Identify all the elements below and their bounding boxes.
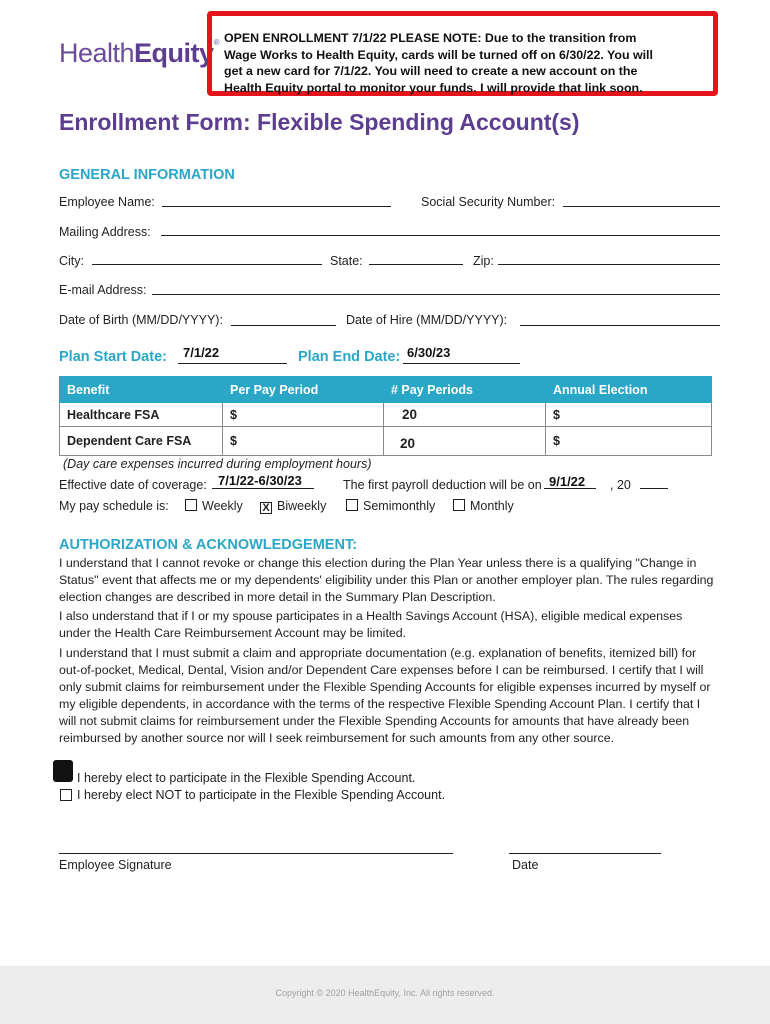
- checkbox[interactable]: [346, 499, 358, 511]
- zip-label: Zip:: [473, 254, 494, 268]
- email-label: E-mail Address:: [59, 283, 147, 297]
- email-field[interactable]: [152, 294, 720, 295]
- dob-label: Date of Birth (MM/DD/YYYY):: [59, 313, 223, 327]
- payroll-deduction-label: The first payroll deduction will be on: [343, 478, 542, 492]
- payroll-deduction-value: 9/1/22: [549, 474, 586, 489]
- ssn-field[interactable]: [563, 206, 720, 207]
- general-info-heading: GENERAL INFORMATION: [59, 167, 235, 183]
- plan-end-label: Plan End Date:: [298, 349, 401, 365]
- mailing-address-field[interactable]: [161, 235, 720, 236]
- ssn-label: Social Security Number:: [421, 195, 556, 209]
- option-label: Semimonthly: [363, 499, 436, 513]
- annual-election-cell[interactable]: $: [546, 403, 712, 427]
- notice-line: Wage Works to Health Equity, cards will be turned off on 6/30/22. You will: [224, 47, 653, 62]
- authorization-heading: AUTHORIZATION & ACKNOWLEDGEMENT:: [59, 537, 358, 553]
- checkbox[interactable]: [185, 499, 197, 511]
- elect-yes-label: I hereby elect to participate in the Flexible Spending Account.: [77, 771, 416, 785]
- state-label: State:: [330, 254, 363, 268]
- enrollment-notice-box: [207, 11, 718, 96]
- employee-name-label: Employee Name:: [59, 195, 155, 209]
- mailing-address-label: Mailing Address:: [59, 225, 151, 239]
- per-pay-cell[interactable]: $: [223, 427, 384, 456]
- table-header-row: [60, 377, 712, 403]
- doh-label: Date of Hire (MM/DD/YYYY):: [346, 313, 508, 327]
- plan-end-field[interactable]: [403, 363, 520, 364]
- city-field[interactable]: [92, 264, 322, 265]
- coverage-label: Effective date of coverage:: [59, 478, 207, 492]
- doh-field[interactable]: [520, 325, 720, 326]
- pay-periods-cell[interactable]: 20: [384, 403, 546, 427]
- elect-no-checkbox[interactable]: [60, 789, 72, 801]
- checkbox[interactable]: X: [260, 502, 272, 514]
- schedule-option-weekly[interactable]: [185, 499, 243, 513]
- header-annual-election: Annual Election: [546, 377, 712, 403]
- employee-signature-field[interactable]: [59, 853, 453, 854]
- table-row: [60, 403, 712, 427]
- coverage-field[interactable]: [212, 488, 314, 489]
- schedule-option-monthly[interactable]: [453, 499, 514, 513]
- table-row: [60, 427, 712, 456]
- benefit-cell: Healthcare FSA: [60, 403, 223, 427]
- plan-start-field[interactable]: [178, 363, 287, 364]
- option-label: Monthly: [470, 499, 514, 513]
- logo-registered-mark: ®: [213, 38, 219, 47]
- coverage-value: 7/1/22-6/30/23: [218, 473, 302, 488]
- per-pay-cell[interactable]: $: [223, 403, 384, 427]
- schedule-option-biweekly[interactable]: [260, 499, 326, 514]
- option-label: Weekly: [202, 499, 243, 513]
- elect-no-label: I hereby elect NOT to participate in the Flexible Spending Account.: [77, 788, 446, 802]
- option-label: Biweekly: [277, 499, 327, 513]
- plan-start-label: Plan Start Date:: [59, 349, 167, 365]
- schedule-option-semimonthly[interactable]: [346, 499, 435, 513]
- notice-line: get a new card for 7/1/22. You will need to create a new account on the: [224, 64, 638, 78]
- date-field[interactable]: [509, 853, 661, 854]
- healthequity-logo: [59, 38, 219, 69]
- employee-name-field[interactable]: [162, 206, 391, 207]
- header-benefit: Benefit: [60, 377, 223, 403]
- pay-schedule-label: My pay schedule is:: [59, 499, 169, 513]
- daycare-note: (Day care expenses incurred during employment hours): [63, 457, 372, 471]
- auth-paragraph-1: I understand that I cannot revoke or change this election during the Plan Year unless there is a qualifying "Change in Status" event that affects me or my dependents' eligibility under this Plan or another employer plan. The rules regarding election changes are described in more detail in the Summary Plan Description.: [59, 556, 714, 604]
- zip-field[interactable]: [498, 264, 720, 265]
- copyright-text: Copyright © 2020 HealthEquity, Inc. All rights reserved.: [275, 988, 495, 998]
- dob-field[interactable]: [231, 325, 336, 326]
- annual-election-cell[interactable]: $: [546, 427, 712, 456]
- notice-line: OPEN ENROLLMENT 7/1/22 PLEASE NOTE: Due to the transition from: [224, 31, 637, 45]
- city-label: City:: [59, 254, 84, 268]
- state-field[interactable]: [369, 264, 463, 265]
- benefits-table: [59, 376, 712, 456]
- form-title: Enrollment Form: Flexible Spending Account(s): [59, 109, 580, 135]
- benefit-cell: Dependent Care FSA: [60, 427, 223, 456]
- notice-line: Health Equity portal to monitor your funds. I will provide that link soon.: [224, 80, 643, 95]
- year-prefix: , 20: [610, 478, 631, 492]
- date-label: Date: [512, 858, 539, 872]
- checkbox[interactable]: [453, 499, 465, 511]
- employee-signature-label: Employee Signature: [59, 858, 172, 872]
- plan-end-value: 6/30/23: [407, 345, 451, 360]
- pay-periods-cell[interactable]: 20: [384, 427, 546, 456]
- logo-part-equity: Equity: [134, 38, 214, 68]
- logo-part-health: Health: [59, 38, 135, 68]
- auth-paragraph-2: I also understand that if I or my spouse participates in a Health Savings Account (HSA), eligible medical expenses under the Health Care Reimbursement Account may be limited.: [59, 609, 683, 640]
- year-field[interactable]: [640, 488, 668, 489]
- auth-paragraph-3: I understand that I must submit a claim and appropriate documentation (e.g. explanation of benefits, itemized bill) for out-of-pocket, Medical, Dental, Vision and/or Dependent Care expenses before I can be reimbursed. I certify that I will only submit claims for reimbursement under the Flexible Spending Accounts for eligible expenses incurred by myself or my eligible dependents, in accordance with the terms of the respective Flexible Spending Account Plan. I certify that I will not submit claims for reimbursement under the Flexible Spending Accounts for amounts that have already been reimbursed by another source nor will I seek reimbursement for such amounts from any other source.: [59, 646, 711, 745]
- plan-start-value: 7/1/22: [183, 345, 220, 360]
- header-pay-periods: # Pay Periods: [384, 377, 546, 403]
- header-per-pay-period: Per Pay Period: [223, 377, 384, 403]
- elect-yes-checkbox-filled[interactable]: [53, 760, 73, 782]
